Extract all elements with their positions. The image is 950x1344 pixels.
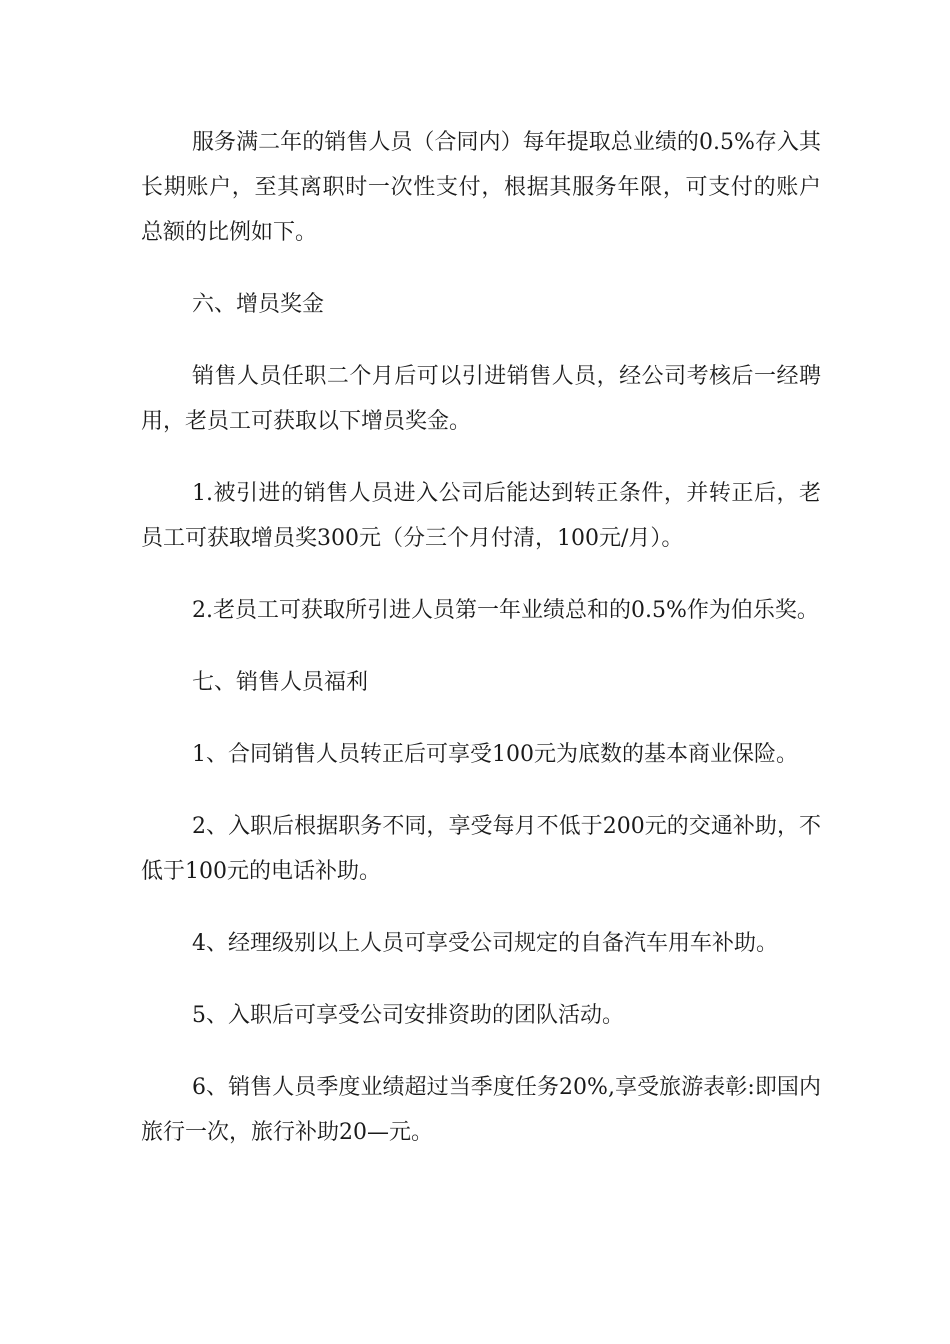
paragraph-recruitment-intro: 销售人员任职二个月后可以引进销售人员，经公司考核后一经聘用，老员工可获取以下增员奖金。 [141,364,821,434]
paragraph-long-term-account: 服务满二年的销售人员（合同内）每年提取总业绩的0.5%存入其长期账户，至其离职时一次性支付，根据其服务年限，可支付的账户总额的比例如下。 [141,130,821,245]
section-heading-sales-benefits: 七、销售人员福利 [192,670,369,695]
paragraph-recruitment-item-1: 1.被引进的销售人员进入公司后能达到转正条件，并转正后，老员工可获取增员奖300元（分三个月付清，100元/月）。 [141,481,821,551]
paragraph-benefit-4: 4、经理级别以上人员可享受公司规定的自备汽车用车补助。 [192,931,778,956]
paragraph-recruitment-item-2: 2.老员工可获取所引进人员第一年业绩总和的0.5%作为伯乐奖。 [192,598,819,623]
paragraph-benefit-1: 1、合同销售人员转正后可享受100元为底数的基本商业保险。 [192,742,798,767]
paragraph-benefit-2: 2、入职后根据职务不同，享受每月不低于200元的交通补助，不低于100元的电话补助。 [141,814,821,884]
paragraph-benefit-6: 6、销售人员季度业绩超过当季度任务20%,享受旅游表彰:即国内旅行一次，旅行补助20—元。 [141,1075,821,1145]
document-body [141,120,821,1182]
paragraph-benefit-5: 5、入职后可享受公司安排资助的团队活动。 [192,1003,624,1028]
section-heading-recruitment-bonus: 六、增员奖金 [192,292,325,317]
